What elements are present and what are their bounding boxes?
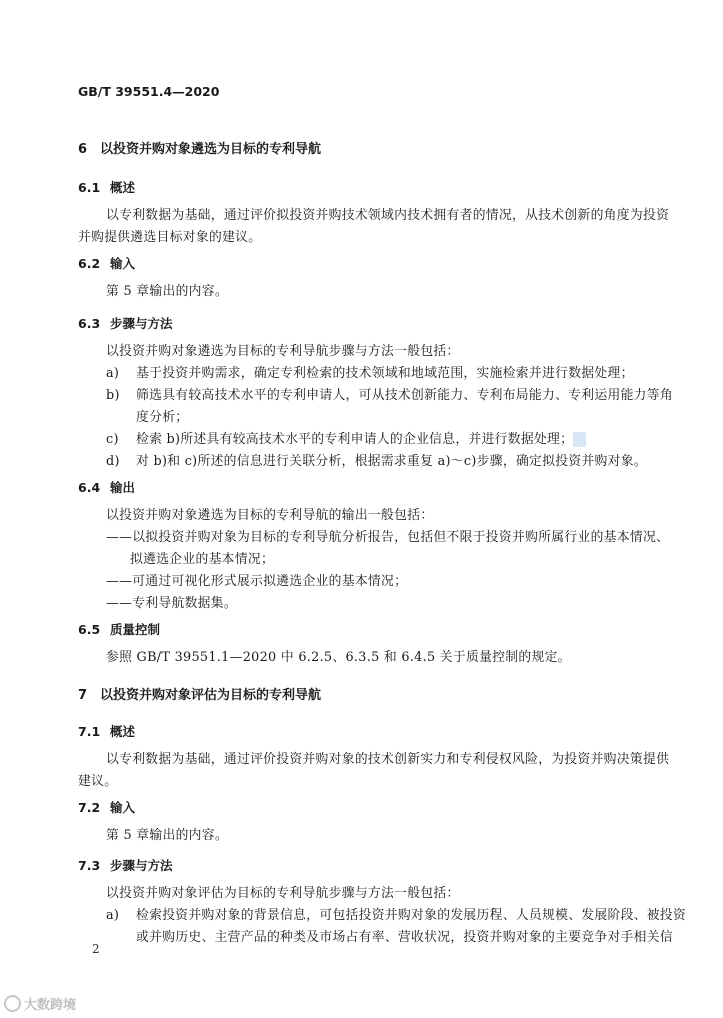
section-7-2-heading	[78, 798, 135, 816]
section-7-3-number: 7.3	[78, 858, 101, 873]
paragraph-line: 第 5 章输出的内容。	[106, 828, 228, 843]
section-6-4-number: 6.4	[78, 480, 101, 495]
section-6-3-number: 6.3	[78, 316, 101, 331]
list-item-label: c)	[106, 432, 119, 447]
list-item-label: d)	[106, 454, 120, 469]
list-item	[106, 428, 586, 447]
section-7-2-title: 输入	[110, 800, 136, 815]
list-item-text: 检索投资并购对象的背景信息，可包括投资并购对象的发展历程、人员规模、发展阶段、被投资	[136, 908, 687, 923]
section-7-number: 7	[78, 688, 88, 703]
list-item-continuation: 拟遴选企业的基本情况；	[130, 552, 275, 567]
section-6-5-title: 质量控制	[110, 622, 161, 637]
paragraph-line: 参照 GB/T 39551.1—2020 中 6.2.5、6.3.5 和 6.4.5 关于质量控制的规定。	[106, 650, 571, 665]
section-6-1-heading	[78, 178, 135, 196]
list-item-text: 筛选具有较高技术水平的专利申请人，可从技术创新能力、专利布局能力、专利运用能力等角	[136, 388, 673, 403]
list-item-continuation: 或并购历史、主营产品的种类及市场占有率、营收状况，投资并购对象的主要竞争对手相关信	[136, 930, 673, 945]
section-6-2-number: 6.2	[78, 256, 101, 271]
section-7-1-heading	[78, 722, 135, 740]
section-6-2-heading	[78, 254, 135, 272]
list-item-continuation: 度分析；	[136, 410, 189, 425]
section-6-3-heading	[78, 314, 173, 332]
selection-highlight	[573, 432, 586, 447]
list-item: ——可通过可视化形式展示拟遴选企业的基本情况；	[106, 574, 408, 589]
list-item-label: a)	[106, 366, 120, 381]
list-item	[106, 362, 634, 381]
section-6-2-title: 输入	[110, 256, 136, 271]
section-6-5-number: 6.5	[78, 622, 101, 637]
section-6-4-title: 输出	[110, 480, 136, 495]
watermark-logo-icon	[4, 995, 21, 1012]
paragraph-line: 并购提供遴选目标对象的建议。	[78, 230, 262, 245]
section-7-3-heading	[78, 856, 173, 874]
section-6-1-number: 6.1	[78, 180, 101, 195]
paragraph-line: 以投资并购对象评估为目标的专利导航步骤与方法一般包括：	[106, 886, 460, 901]
list-item-text: 基于投资并购需求，确定专利检索的技术领域和地域范围，实施检索并进行数据处理；	[136, 366, 634, 381]
section-7-3-title: 步骤与方法	[110, 858, 173, 873]
watermark-text: 大数跨境	[24, 998, 77, 1013]
section-6-heading	[78, 138, 321, 157]
section-7-1-title: 概述	[110, 724, 136, 739]
list-item-text: 对 b)和 c)所述的信息进行关联分析，根据需求重复 a)～c)步骤，确定拟投资并购对象。	[136, 454, 647, 469]
section-6-4-heading	[78, 478, 135, 496]
section-6-1-title: 概述	[110, 180, 136, 195]
standard-number: GB/T 39551.4—2020	[78, 84, 220, 99]
section-7-title: 以投资并购对象评估为目标的专利导航	[100, 688, 322, 703]
list-item-label: b)	[106, 388, 120, 403]
paragraph-line: 以投资并购对象遴选为目标的专利导航步骤与方法一般包括：	[106, 344, 460, 359]
list-item-text: 检索 b)所述具有较高技术水平的专利申请人的企业信息，并进行数据处理；	[136, 432, 574, 447]
paragraph-line: 以投资并购对象遴选为目标的专利导航的输出一般包括：	[106, 508, 434, 523]
list-item	[106, 904, 686, 923]
paragraph-line: 第 5 章输出的内容。	[106, 284, 228, 299]
list-item: ——以拟投资并购对象为目标的专利导航分析报告，包括但不限于投资并购所属行业的基本情况、	[106, 530, 670, 545]
watermark	[4, 994, 76, 1013]
section-6-title: 以投资并购对象遴选为目标的专利导航	[100, 142, 322, 157]
paragraph-line: 以专利数据为基础，通过评价投资并购对象的技术创新实力和专利侵权风险，为投资并购决策提供	[106, 752, 670, 767]
section-7-heading	[78, 684, 321, 703]
paragraph-line: 建议。	[78, 774, 118, 789]
page-number: 2	[92, 942, 100, 956]
section-6-3-title: 步骤与方法	[110, 316, 173, 331]
list-item: ——专利导航数据集。	[106, 596, 237, 611]
list-item	[106, 450, 647, 469]
paragraph-line: 以专利数据为基础，通过评价拟投资并购技术领域内技术拥有者的情况，从技术创新的角度为投资	[106, 208, 670, 223]
section-6-5-heading	[78, 620, 160, 638]
section-7-1-number: 7.1	[78, 724, 101, 739]
list-item-label: a)	[106, 908, 120, 923]
section-7-2-number: 7.2	[78, 800, 101, 815]
section-6-number: 6	[78, 142, 88, 157]
list-item	[106, 384, 673, 403]
